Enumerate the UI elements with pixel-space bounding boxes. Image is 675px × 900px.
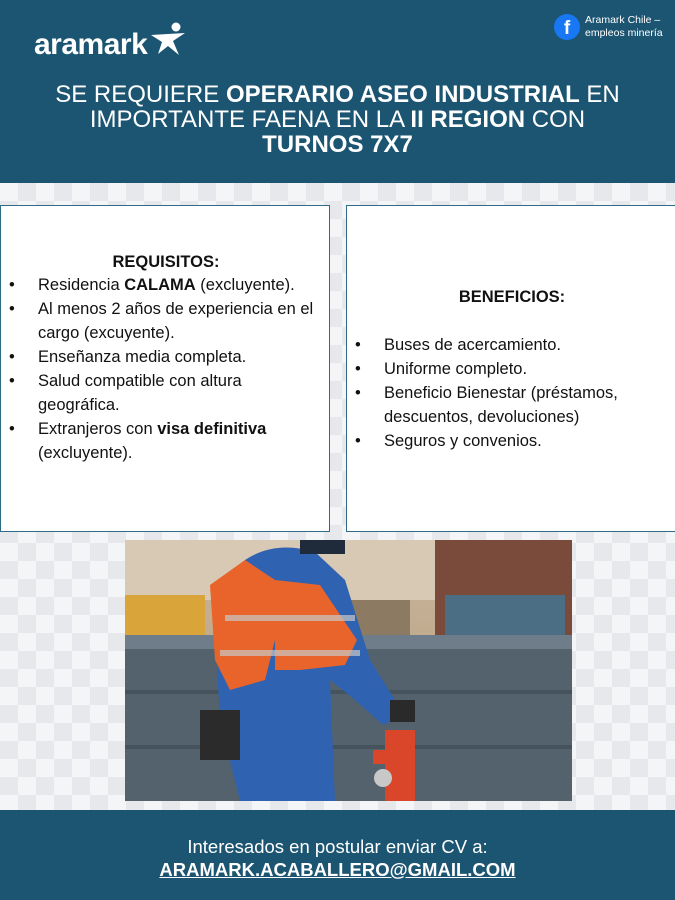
requisitos-box bbox=[0, 205, 330, 532]
facebook-page-name: Aramark Chile – empleos minería bbox=[585, 14, 663, 39]
list-item: • Enseñanza media completa. bbox=[9, 345, 327, 369]
list-item: • Uniforme completo. bbox=[355, 357, 675, 381]
list-item: • Salud compatible con altura geográfica. bbox=[9, 369, 327, 417]
list-item: • Al menos 2 años de experiencia en el cargo (excuyente). bbox=[9, 297, 327, 345]
star-person-icon bbox=[149, 21, 189, 57]
worker-illustration bbox=[125, 540, 572, 801]
beneficios-box bbox=[346, 205, 675, 532]
aramark-logo bbox=[34, 22, 189, 68]
beneficios-list bbox=[355, 333, 675, 453]
requisitos-list bbox=[9, 273, 327, 465]
facebook-icon: f bbox=[554, 14, 580, 40]
worker-photo bbox=[125, 540, 572, 801]
contact-email-link[interactable]: ARAMARK.ACABALLERO@GMAIL.COM bbox=[159, 859, 516, 880]
list-item: • Buses de acercamiento. bbox=[355, 333, 675, 357]
logo-wordmark: aramark bbox=[34, 28, 148, 61]
footer-banner bbox=[0, 810, 675, 900]
list-item: • Residencia CALAMA (excluyente). bbox=[9, 273, 327, 297]
requisitos-title: REQUISITOS: bbox=[112, 253, 220, 271]
job-headline: SE REQUIERE OPERARIO ASEO INDUSTRIAL EN IMPORTANTE FAENA EN LA II REGION CON TURNOS 7X7 bbox=[55, 81, 620, 158]
footer-instruction: Interesados en postular enviar CV a: bbox=[187, 836, 488, 857]
list-item: • Extranjeros con visa definitiva (excluyente). bbox=[9, 417, 327, 465]
header-banner bbox=[0, 0, 675, 183]
list-item: • Beneficio Bienestar (préstamos, descuentos, devoluciones) bbox=[355, 381, 675, 429]
beneficios-title: BENEFICIOS: bbox=[458, 288, 566, 306]
facebook-page-link[interactable] bbox=[554, 14, 675, 40]
list-item: • Seguros y convenios. bbox=[355, 429, 675, 453]
